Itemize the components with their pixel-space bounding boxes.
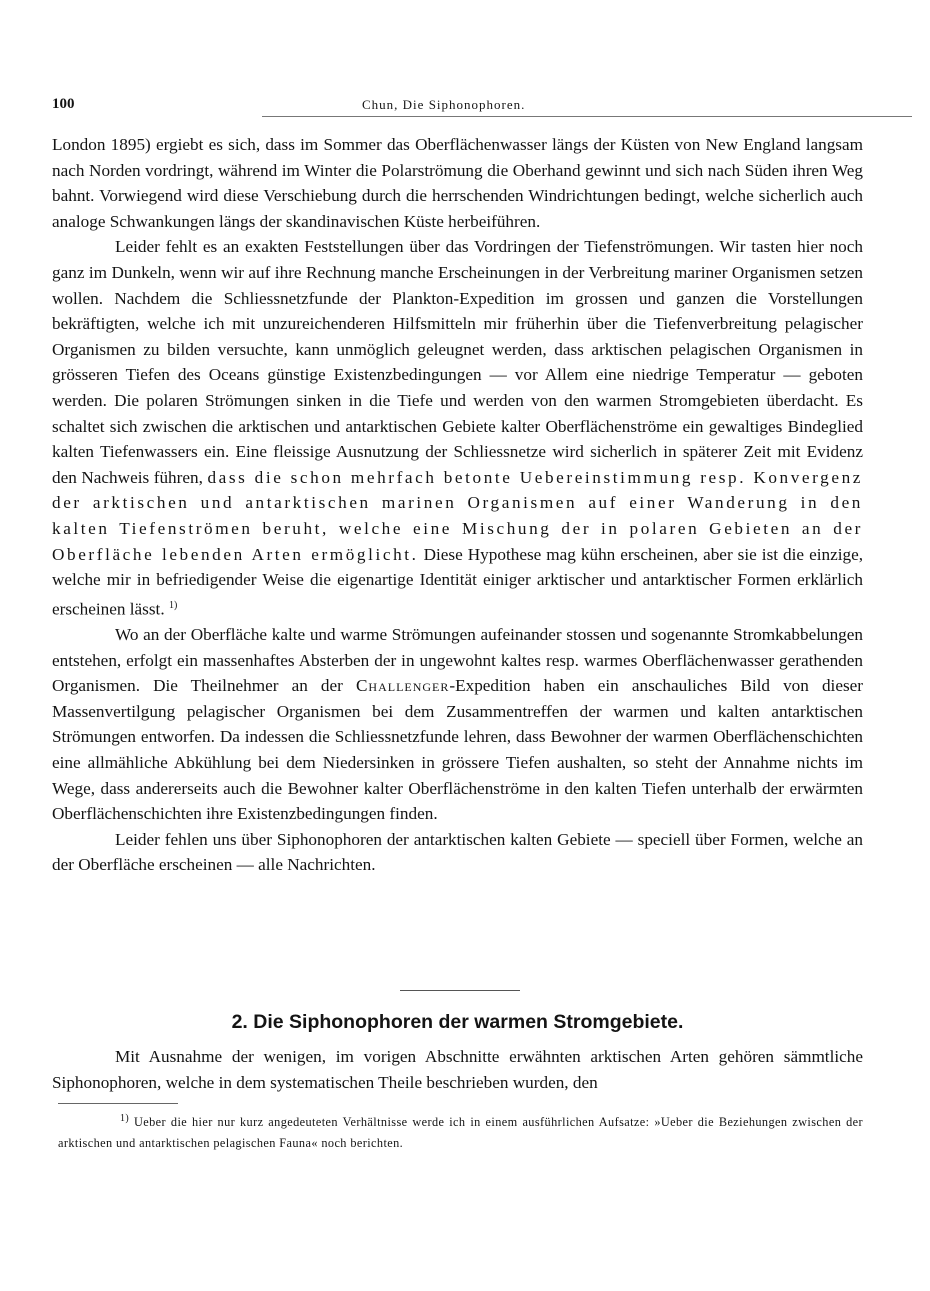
paragraph-1: London 1895) ergiebt es sich, dass im Sommer das Oberflächenwasser längs der Küsten von New England langsam nach Norden vordringt, während im Winter die Polarströmung die Oberhand gewinnt und sich nach Süden ihren Weg bahnt. Vorwiegend wird diese Verschiebung durch die herrschenden Windrichtungen bedingt, welche sicherlich auch analoge Schwankungen längs der skandinavischen Küste herbeiführen. bbox=[52, 135, 863, 231]
section-heading: 2. Die Siphonophoren der warmen Stromgebiete. bbox=[231, 1011, 684, 1033]
main-text bbox=[52, 132, 863, 878]
paragraph-4: Leider fehlen uns über Siphonophoren der antarktischen kalten Gebiete — speciell über Formen, welche an der Oberfläche erscheinen — alle Nachrichten. bbox=[52, 829, 863, 875]
paragraph-3 bbox=[52, 622, 863, 827]
paragraph-2-emphasis: dass die schon mehrfach betonte Uebereinstimmung resp. Konvergenz der arktischen und antarktischen marinen Organismen auf einer Wanderung in den kalten Tiefenströmen beruht, welche eine Mischung der in polaren Gebieten an der Oberfläche lebenden Arten ermöglicht. bbox=[52, 467, 863, 564]
paragraph-3-text-a: Wo an der Oberfläche kalte und warme Strömungen aufeinander stossen und sogenannte Stromkabbelungen entstehen, erfolgt ein massenhaftes Absterben der in ungewohnt kaltes resp. warmes Oberflächenwasser gerathenden Organismen. Die Theilnehmer an der bbox=[52, 625, 863, 696]
footnote bbox=[58, 1108, 863, 1154]
page-header bbox=[52, 96, 862, 118]
section-text bbox=[52, 1044, 863, 1095]
expedition-name: Challenger bbox=[355, 676, 450, 696]
paragraph-2 bbox=[52, 234, 863, 622]
footnote-reference: 1) bbox=[168, 599, 178, 611]
section-paragraph-1: Mit Ausnahme der wenigen, im vorigen Abschnitte erwähnten arktischen Arten gehören sämmtliche Siphonophoren, welche in dem systematischen Theile beschrieben wurden, den bbox=[52, 1047, 863, 1092]
running-title: Chun, Die Siphonophoren. bbox=[362, 97, 526, 112]
paragraph-2-text: Leider fehlt es an exakten Feststellungen über das Vordringen der Tiefenströmungen. Wir tasten hier noch ganz im Dunkeln, wenn wir auf ihre Rechnung manche Erscheinungen in der Verbreitung mariner Organismen setzen wollen. Nachdem die Schliessnetzfunde der Plankton-Expedition im grossen und ganzen die Vorstellungen bekräftigten, welche ich mit unzureichenderen Hilfsmitteln mir früherhin über die Tiefenverbreitung pelagischer Organismen zu bilden versuchte, kann unmöglich geleugnet werden, dass arktischen pelagischen Organismen in grösseren Tiefen des Oceans günstige Existenzbedingungen — vor Allem eine niedrige Temperatur — geboten werden. Die polaren Strömungen sinken in die Tiefe und werden von den warmen Stromgebieten überdacht. Es schaltet sich zwischen die arktischen und antarktischen Gebiete kalter Oberflächenströme ein gewaltiges Bindeglied kalten Tiefenwassers ein. Eine fleissige Ausnutzung der Schliessnetze wird sicherlich in späterer Zeit mit Evidenz den Nachweis führen, bbox=[52, 237, 863, 487]
footnote-text: Ueber die hier nur kurz angedeuteten Verhältnisse werde ich in einem ausführlichen Aufsatze: »Ueber die Beziehungen zwischen der arktischen und antarktischen pelagischen Fauna« noch berichten. bbox=[58, 1115, 863, 1151]
paragraph-2-tail: Diese Hypothese mag kühn erscheinen, aber sie ist die einzige, welche mir in befriedigender Weise die eigenartige Identität einiger arktischer und antarktischer Formen erklärlich erscheinen lässt. bbox=[52, 544, 863, 619]
footnote-rule bbox=[58, 1103, 178, 1104]
section-divider bbox=[400, 990, 520, 991]
paragraph-3-text-b: -Expedition haben ein anschauliches Bild von dieser Massenvertilgung pelagischer Organismen bei dem Zusammentreffen der warmen und kalten antarktischen Strömungen entworfen. Da indessen die Schliessnetzfunde lehren, dass Bewohner der warmen Oberflächenschichten eine allmähliche Abkühlung bei dem Niedersinken in grössere Tiefen aushalten, so steht der Annahme nichts im Wege, dass andererseits auch die Bewohner kalter Oberflächenströme in den kalten Tiefen unterhalb der erwärmten Oberflächenschichten ihre Existenzbedingungen finden. bbox=[52, 676, 863, 824]
page-number: 100 bbox=[52, 96, 75, 112]
header-rule bbox=[262, 116, 912, 117]
footnote-marker: 1) bbox=[120, 1113, 130, 1124]
